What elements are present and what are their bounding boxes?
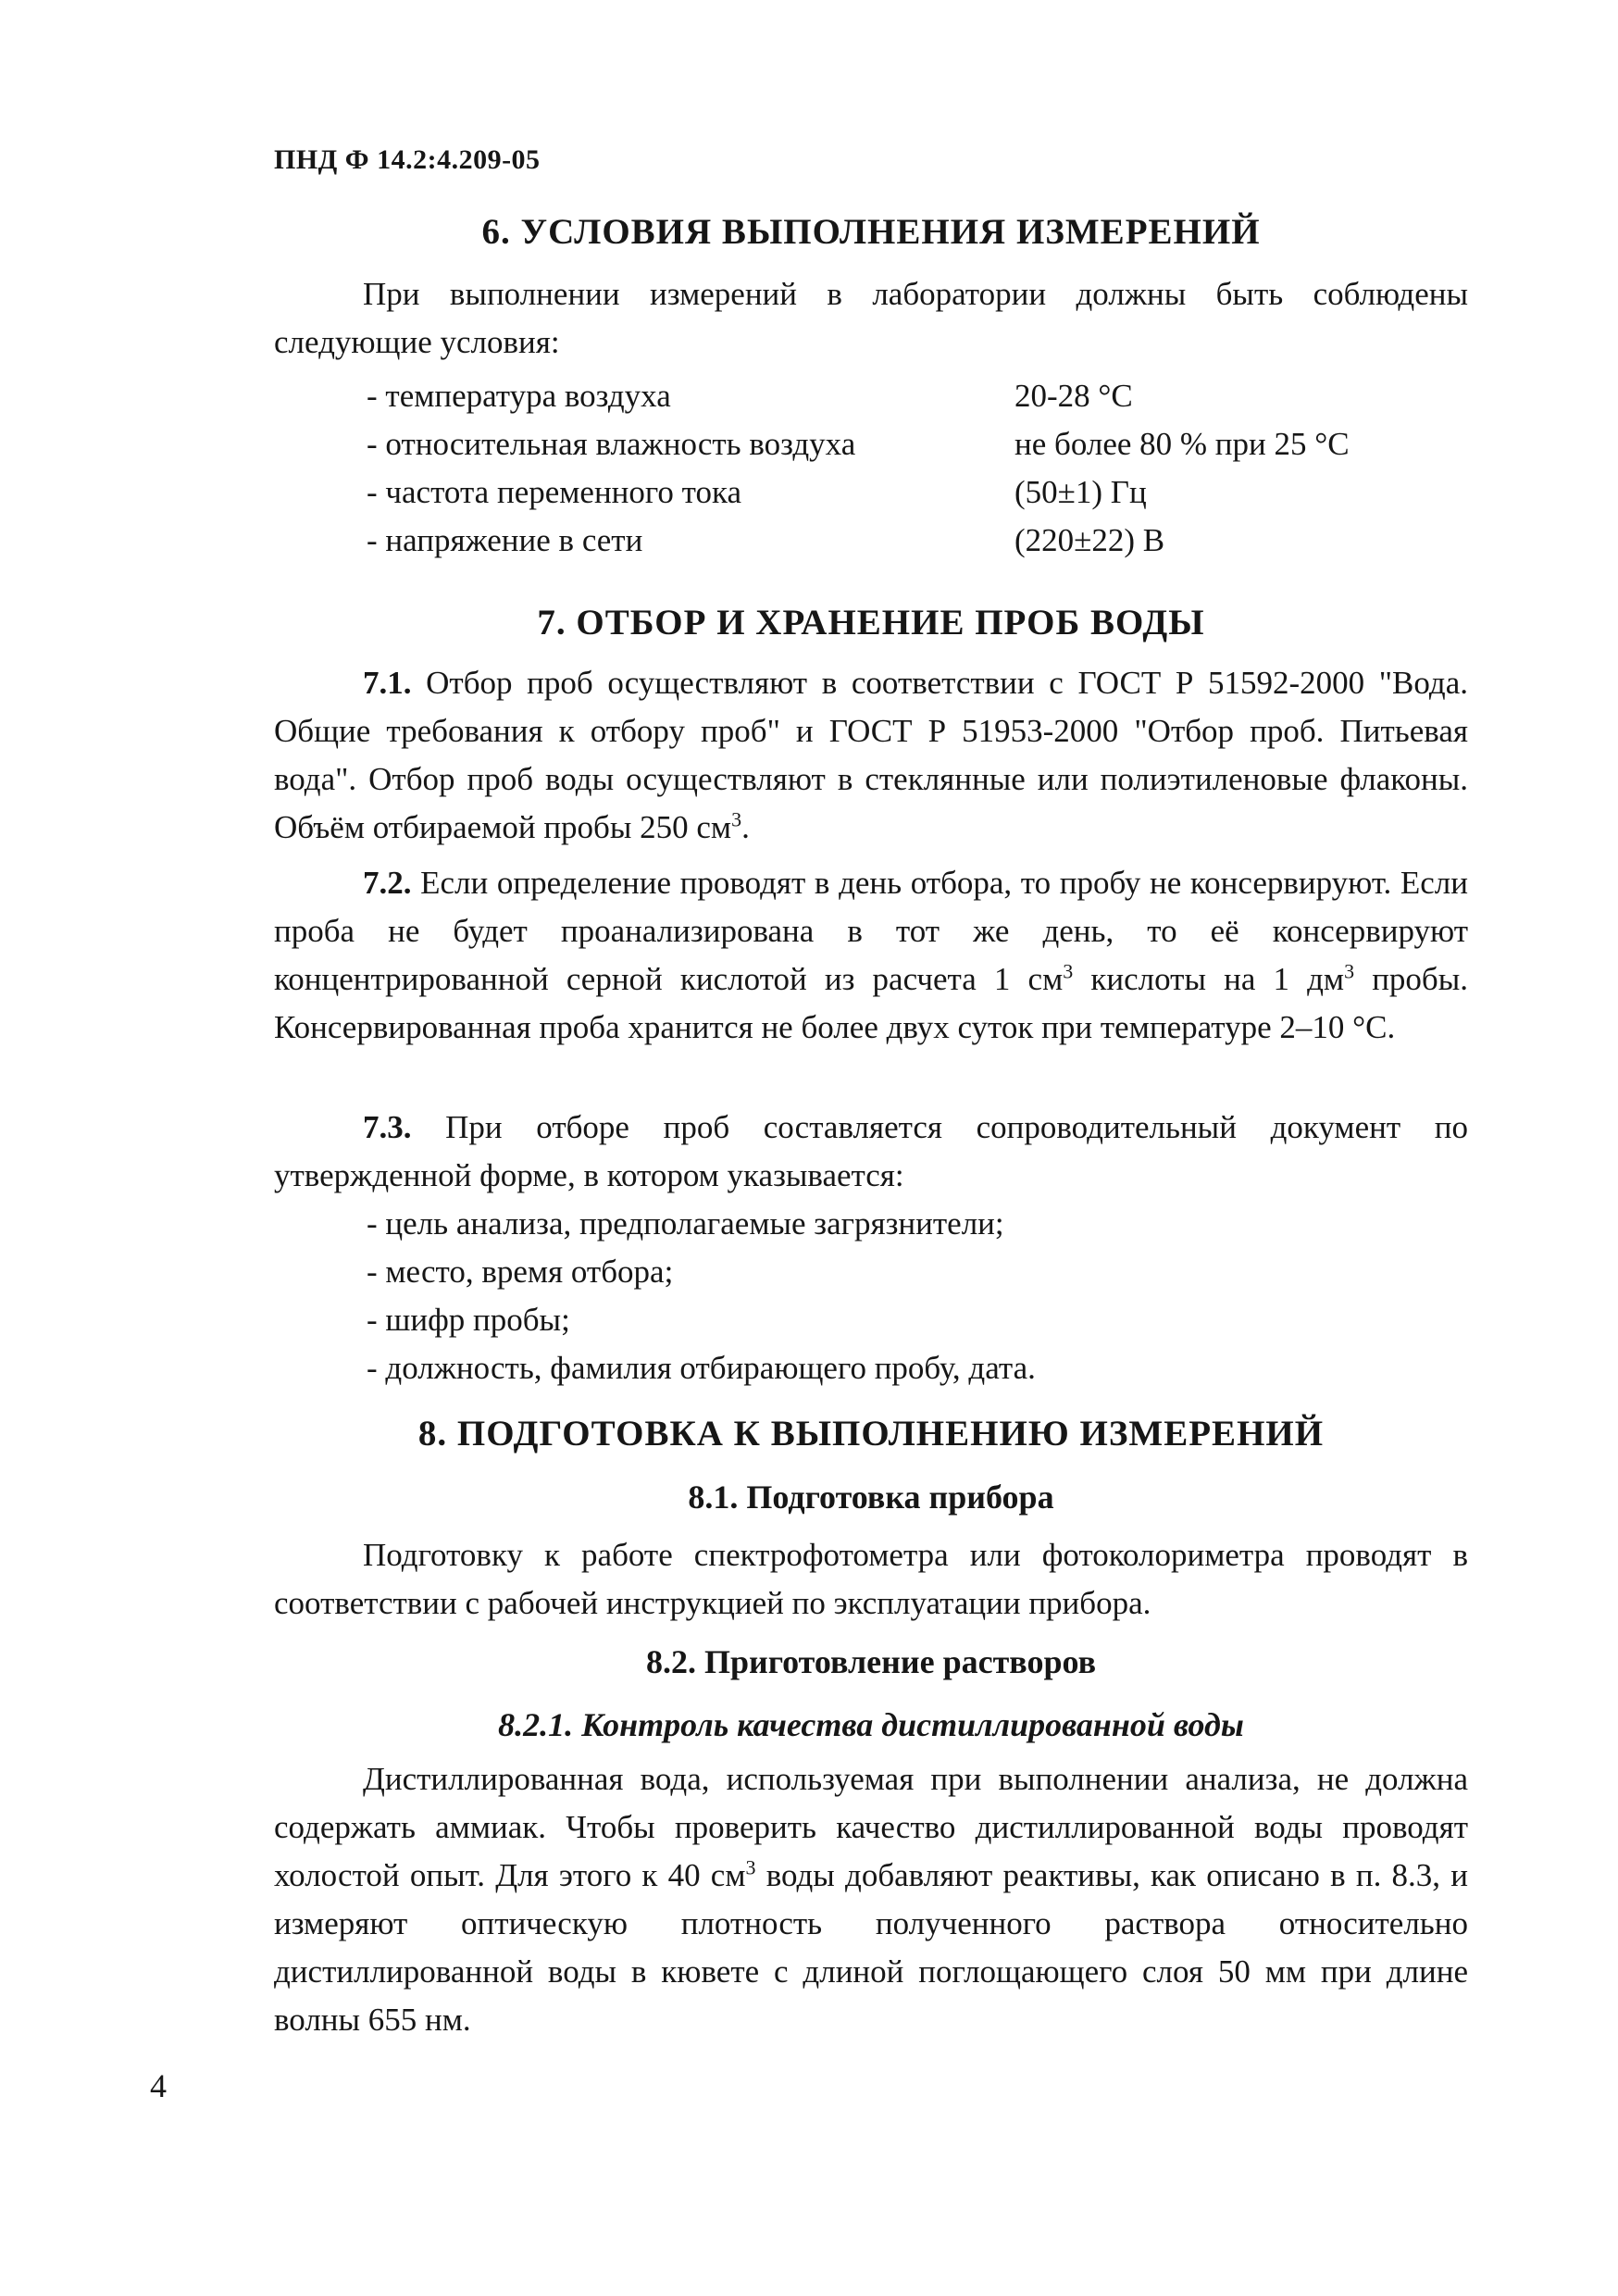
paragraph-7-1-end: . bbox=[741, 809, 750, 845]
condition-label: - температура воздуха bbox=[367, 378, 671, 414]
paragraph-number: 7.1. bbox=[363, 665, 412, 701]
condition-row bbox=[367, 426, 1468, 474]
paragraph-8-1 bbox=[274, 1531, 1468, 1628]
paragraph-8-2-1-text-a: Дистиллированная вода, используемая при выполнении анализа, не должна содержать аммиак. Чтобы проверить качество дистиллированной воды проводят холостой опыт. Для этого к 40 см bbox=[274, 1761, 1468, 1893]
section-8-title: 8. ПОДГОТОВКА К ВЫПОЛНЕНИЮ ИЗМЕРЕНИЙ bbox=[417, 1414, 1325, 1454]
paragraph-number: 7.3. bbox=[363, 1109, 412, 1145]
condition-value: не более 80 % при 25 °С bbox=[1014, 426, 1350, 462]
paragraph-number: 7.2. bbox=[363, 865, 412, 901]
document-code: ПНД Ф 14.2:4.209-05 bbox=[274, 144, 541, 175]
superscript: 3 bbox=[731, 807, 742, 831]
paragraph-8-2-1 bbox=[274, 1755, 1468, 2044]
list-item: - цель анализа, предполагаемые загрязнители; bbox=[367, 1205, 1004, 1242]
superscript: 3 bbox=[1063, 959, 1074, 983]
paragraph-7-2-text-a: Если определение проводят в день отбора, то пробу не консервируют. Если проба не будет проанализирована в тот же день, то её консервируют концентрированной серной кислотой из расчета 1 см bbox=[274, 865, 1469, 997]
condition-row bbox=[367, 474, 1468, 522]
list-item: - шифр пробы; bbox=[367, 1302, 570, 1338]
paragraph-7-2-text-c: пробы. Консервированная проба хранится не более двух суток при температуре 2–10 °С. bbox=[274, 961, 1468, 1045]
page-number: 4 bbox=[150, 2067, 167, 2104]
list-item: - должность, фамилия отбирающего пробу, дата. bbox=[367, 1350, 1036, 1386]
superscript: 3 bbox=[745, 1855, 756, 1879]
condition-label: - частота переменного тока bbox=[367, 474, 741, 510]
list-item: - место, время отбора; bbox=[367, 1254, 674, 1290]
subsection-8-2-1-title: 8.2.1. Контроль качества дистиллированной воды bbox=[498, 1706, 1244, 1743]
condition-row bbox=[367, 378, 1468, 426]
subsection-8-1-title: 8.1. Подготовка прибора bbox=[688, 1479, 1054, 1516]
subsection-8-2-title: 8.2. Приготовление растворов bbox=[645, 1643, 1097, 1680]
condition-label: - напряжение в сети bbox=[367, 522, 643, 558]
section-6-intro-text: При выполнении измерений в лаборатории должны быть соблюдены следующие условия: bbox=[274, 276, 1468, 360]
paragraph-7-3 bbox=[274, 1104, 1468, 1200]
condition-value: (50±1) Гц bbox=[1014, 474, 1147, 510]
paragraph-7-2-text-b: кислоты на 1 дм bbox=[1073, 961, 1345, 997]
condition-value: 20-28 °С bbox=[1014, 378, 1133, 414]
paragraph-7-1 bbox=[274, 659, 1468, 852]
paragraph-7-3-text: При отборе проб составляется сопроводительный документ по утвержденной форме, в котором указывается: bbox=[274, 1109, 1468, 1193]
superscript: 3 bbox=[1344, 959, 1355, 983]
paragraph-7-1-text: Отбор проб осуществляют в соответствии с ГОСТ Р 51592-2000 "Вода. Общие требования к отбору проб" и ГОСТ Р 51953-2000 "Отбор проб. Питьевая вода". Отбор проб воды осуществляют в стеклянные или полиэтиленовые флаконы. Объём отбираемой пробы 250 см bbox=[274, 665, 1468, 845]
section-6-title: 6. УСЛОВИЯ ВЫПОЛНЕНИЯ ИЗМЕРЕНИЙ bbox=[481, 212, 1261, 252]
condition-row bbox=[367, 522, 1468, 570]
section-7-title: 7. ОТБОР И ХРАНЕНИЕ ПРОБ ВОДЫ bbox=[537, 603, 1205, 643]
paragraph-7-2 bbox=[274, 859, 1468, 1052]
section-6-intro bbox=[274, 270, 1468, 367]
paragraph-8-2-1-text-b: воды добавляют реактивы, как описано в п. 8.3, и измеряют оптическую плотность полученного раствора относительно дистиллированной воды в кювете с длиной поглощающего слоя 50 мм при длине волны 655 нм. bbox=[274, 1857, 1468, 2038]
condition-value: (220±22) В bbox=[1014, 522, 1165, 558]
condition-label: - относительная влажность воздуха bbox=[367, 426, 856, 462]
paragraph-8-1-text: Подготовку к работе спектрофотометра или фотоколориметра проводят в соответствии с рабочей инструкцией по эксплуатации прибора. bbox=[274, 1537, 1468, 1621]
